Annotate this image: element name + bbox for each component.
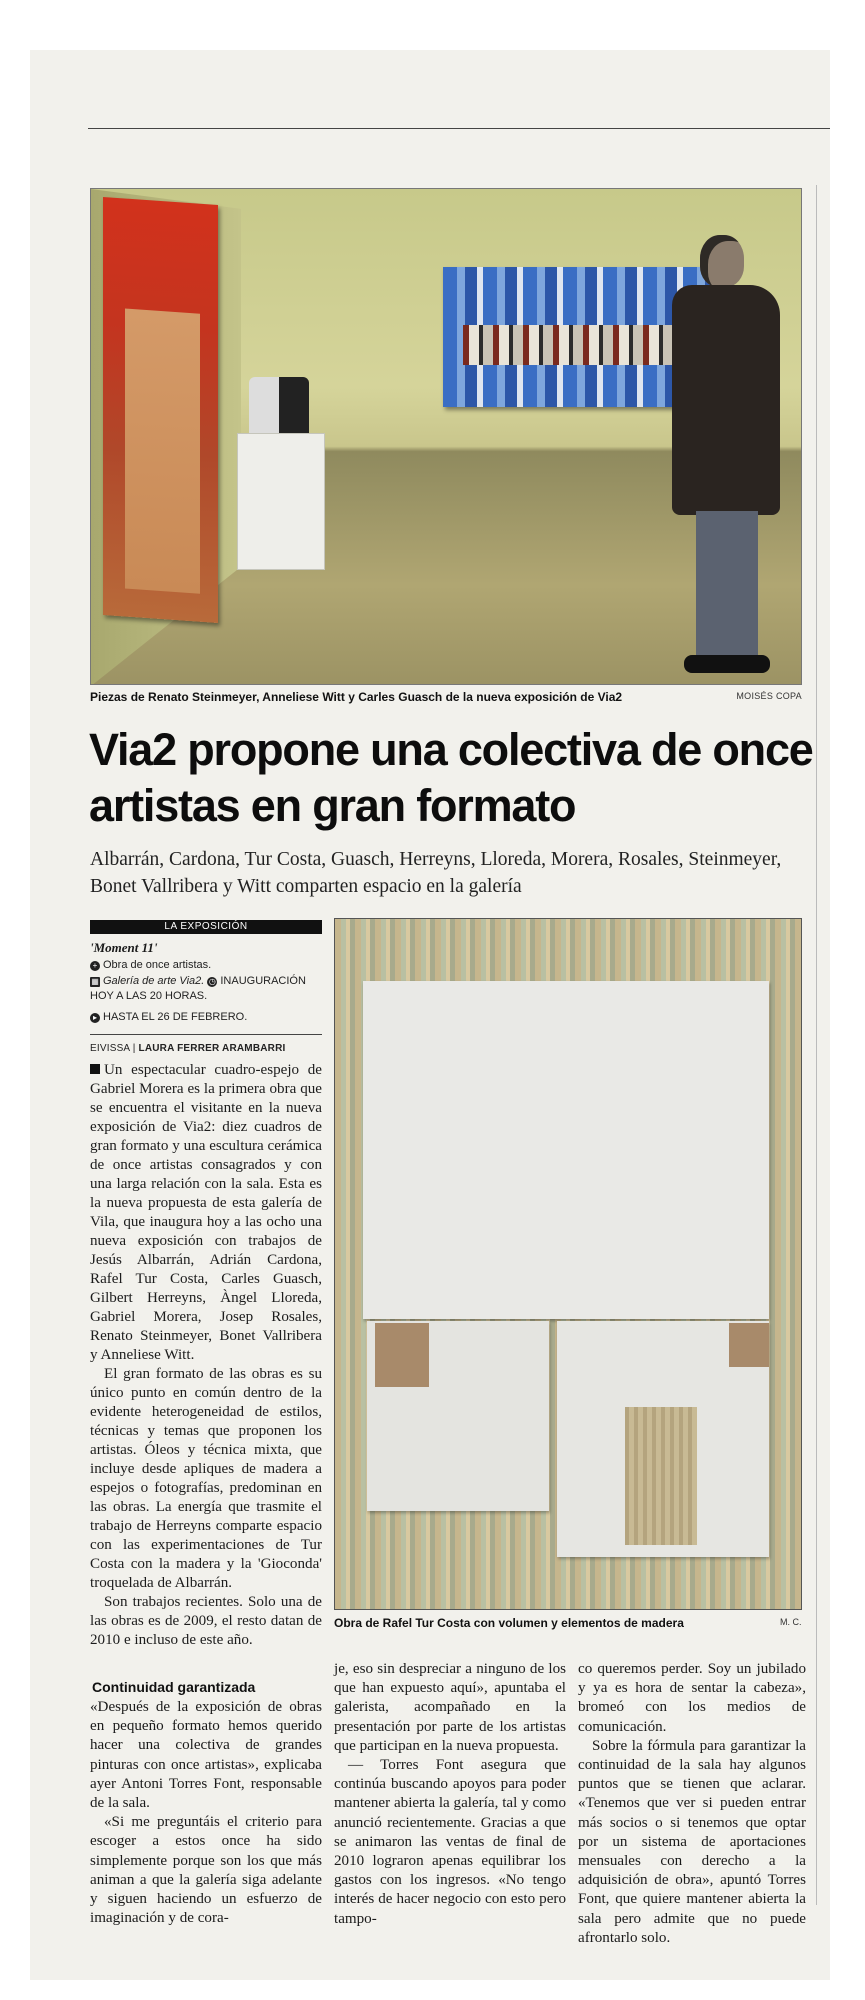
infobox-line: + Obra de once artistas. <box>90 958 322 973</box>
article-column-1b <box>90 1698 322 1928</box>
infobox-label: LA EXPOSICIÓN <box>90 920 322 934</box>
byline: EIVISSA | LAURA FERRER ARAMBARRI <box>90 1043 286 1054</box>
photo-caption: Piezas de Renato Steinmeyer, Anneliese Witt y Carles Guasch de la nueva exposición de Via2 <box>90 690 623 704</box>
paragraph: «Si me preguntáis el criterio para escoger a estos once ha sido simplemente porque son los que más animan a que la galería siga adelante y siguen haciendo un esfuerzo de imaginación y de cora- <box>90 1814 322 1927</box>
ceramic-sculpture <box>249 377 309 437</box>
paragraph: je, eso sin despreciar a ninguno de los que han expuesto aquí», apuntaba el galerista, acompañado en la presentación por parte de los artistas que participan en la nueva propuesta. <box>334 1661 566 1754</box>
artwork-photo <box>334 918 802 1610</box>
infobox-line: ▦ Galería de arte Via2. ◷ INAUGURACIÓN HOY A LAS 20 HORAS. <box>90 975 306 1002</box>
photo-credit: MOISÉS COPA <box>736 691 802 701</box>
photo-caption: Obra de Rafel Tur Costa con volumen y elementos de madera <box>334 1616 684 1630</box>
section-heading: Continuidad garantizada <box>92 1679 256 1695</box>
infobox-rule <box>90 1034 322 1035</box>
pedestal <box>237 433 325 570</box>
column-rule <box>816 185 817 1905</box>
paragraph: Son trabajos recientes. Solo una de las obras es de 2009, el resto datan de 2010 e incluso de este año. <box>90 1594 322 1648</box>
article-column-2 <box>334 1660 566 1929</box>
clock-icon: ◷ <box>208 977 216 986</box>
infobox-line: ▸ HASTA EL 26 DE FEBRERO. <box>90 1010 322 1025</box>
building-icon: ▦ <box>91 977 99 986</box>
subheadline: Albarrán, Cardona, Tur Costa, Guasch, Herreyns, Lloreda, Morera, Rosales, Steinmeyer, Bonet Vallribera y Witt comparten espacio en la galería <box>90 849 782 897</box>
wood-door <box>625 1407 697 1545</box>
artwork-panel <box>363 981 769 1319</box>
paragraph: El gran formato de las obras es su único punto en común dentro de la evidente heterogeneidad de estilos, técnicas y temas que proponen los artistas. Óleos y técnica mixta, que incluye desde apliques de madera a espejos o fotografías, predominan en las obras. La energía que trasmite el trabajo de Herreyns comparte espacio con las experimentaciones de Tur Costa con la madera y la 'Gioconda' troquelada de Albarrán. <box>90 1366 322 1591</box>
wood-slot <box>729 1323 769 1367</box>
article-column-3 <box>578 1660 806 1948</box>
wood-slot <box>375 1323 429 1387</box>
paragraph: co queremos perder. Soy un jubilado y ya es hora de sentar la cabeza», bromeó con los medios de comunicación. <box>578 1661 806 1735</box>
paragraph: — Torres Font asegura que continúa buscando apoyos para poder mantener abierta la galería, tal y como anunció recientemente. Gracias a que se animaron las ventas de final de 2010 lograron apenas equilibrar los gastos con los ingresos. «No tengo interés de hacer negocio con esto pero tampo- <box>334 1757 566 1927</box>
paragraph: «Después de la exposición de obras en pequeño formato hemos querido hacer una colectiva de grandes pinturas con once artistas», explicaba ayer Antoni Torres Font, responsable de la sala. <box>90 1699 322 1812</box>
calendar-icon: ▸ <box>90 1013 100 1023</box>
visitor-figure <box>664 235 784 685</box>
article-column-1 <box>90 1061 322 1650</box>
info-icon: + <box>90 961 100 971</box>
headline: Via2 propone una colectiva de once artistas en gran formato <box>89 724 813 831</box>
top-rule <box>88 128 830 129</box>
gallery-photo <box>90 188 802 685</box>
paragraph: Un espectacular cuadro-espejo de Gabriel Morera es la primera obra que se encuentra el visitante en la nueva exposición de Via2: diez cuadros de gran formato y una escultura cerámica de once artistas consagrados y con una larga relación con la sala. Esta es la nueva propuesta de esta galería de Vila, que inaugura hoy a las ocho una nueva exposición con trabajos de Jesús Albarrán, Adrián Cardona, Rafel Tur Costa, Carles Guasch, Gilbert Herreyns, Àngel Lloreda, Gabriel Morera, Josep Rosales, Renato Steinmeyer, Bonet Vallribera y Anneliese Witt. <box>90 1062 322 1363</box>
paragraph: Sobre la fórmula para garantizar la continuidad de la sala hay algunos puntos que se tienen que aclarar. «Tenemos que ver si pueden entrar más socios o si tenemos que optar por un sistema de aportaciones mensuales con derecho a la adquisición de obra», apuntó Torres Font, que quiere mantener abierta la sala pero admite que no puede afrontarlo solo. <box>578 1737 806 1946</box>
photo-credit: M. C. <box>780 1617 802 1627</box>
red-painting <box>103 197 218 623</box>
infobox-title: 'Moment 11' <box>90 940 158 955</box>
